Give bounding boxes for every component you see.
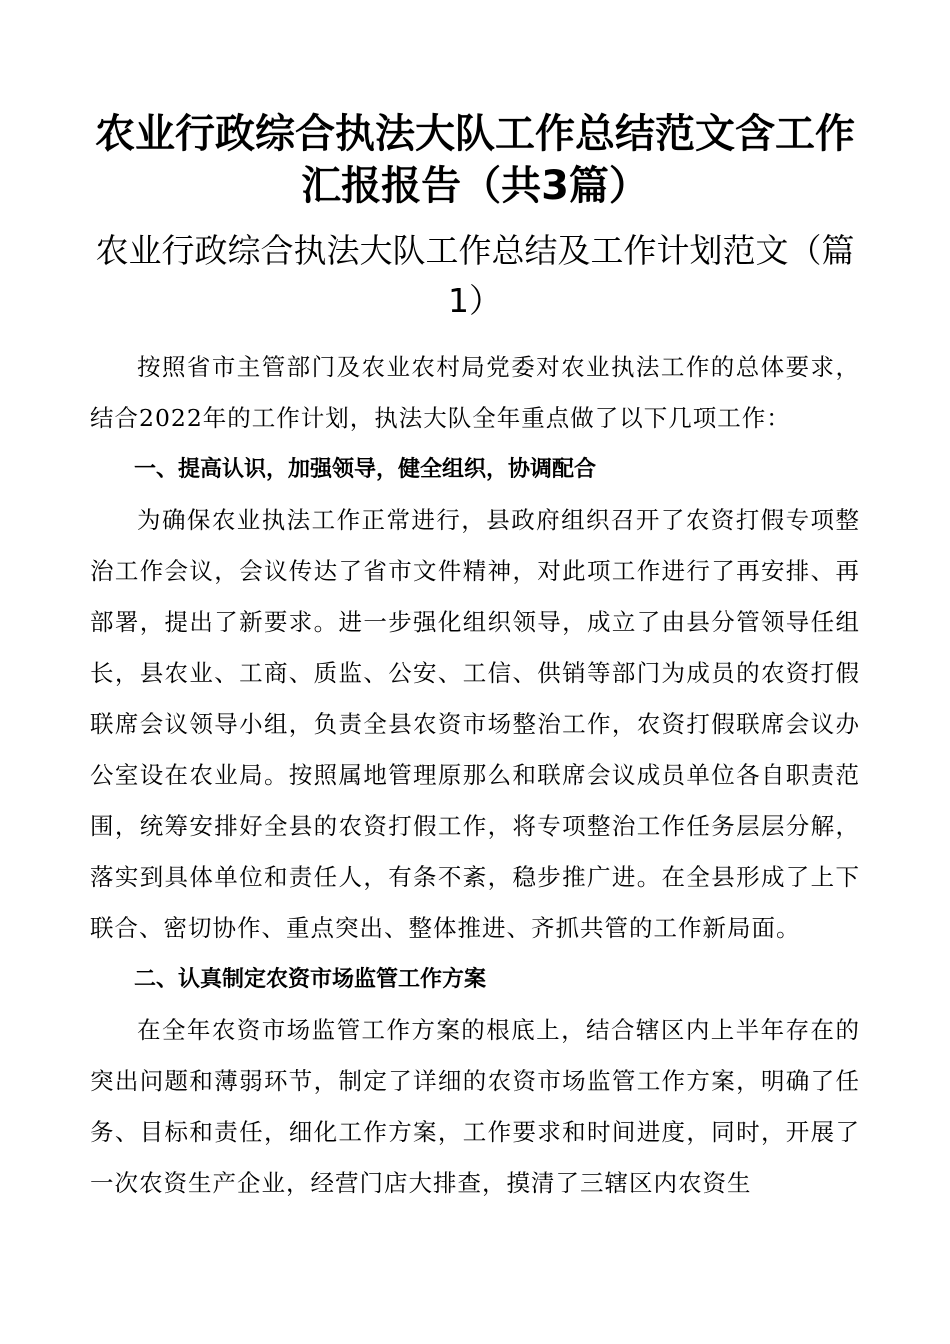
section-heading-2: 二、认真制定农资市场监管工作方案 — [134, 967, 487, 992]
document-body — [90, 342, 860, 1209]
section-heading-1: 一、提高认识，加强领导，健全组织，协调配合 — [134, 457, 597, 482]
section-1-paragraph: 为确保农业执法工作正常进行，县政府组织召开了农资打假专项整治工作会议，会议传达了省市文件精神，对此项工作进行了再安排、再部署，提出了新要求。进一步强化组织领导，成立了由县分管领导任组长，县农业、工商、质监、公安、工信、供销等部门为成员的农资打假联席会议领导小组，负责全县农资市场整治工作，农资打假联席会议办公室设在农业局。按照属地管理原那么和联席会议成员单位各自职责范围，统筹安排好全县的农资打假工作，将专项整治工作任务层层分解，落实到具体单位和责任人，有条不紊，稳步推广进。在全县形成了上下联合、密切协作、重点突出、整体推进、齐抓共管的工作新局面。 — [90, 506, 860, 942]
sub-title: 农业行政综合执法大队工作总结及工作计划范文（篇1） — [95, 231, 855, 320]
intro-paragraph: 按照省市主管部门及农业农村局党委对农业执法工作的总体要求，结合2022年的工作计划，执法大队全年重点做了以下几项工作： — [90, 353, 860, 432]
main-title: 农业行政综合执法大队工作总结范文含工作汇报报告（共3篇） — [95, 111, 855, 209]
section-2-paragraph: 在全年农资市场监管工作方案的根底上，结合辖区内上半年存在的突出问题和薄弱环节，制定了详细的农资市场监管工作方案，明确了任务、目标和责任，细化工作方案，工作要求和时间进度，同时，开展了一次农资生产企业，经营门店大排查，摸清了三辖区内农资生 — [90, 1016, 860, 1197]
